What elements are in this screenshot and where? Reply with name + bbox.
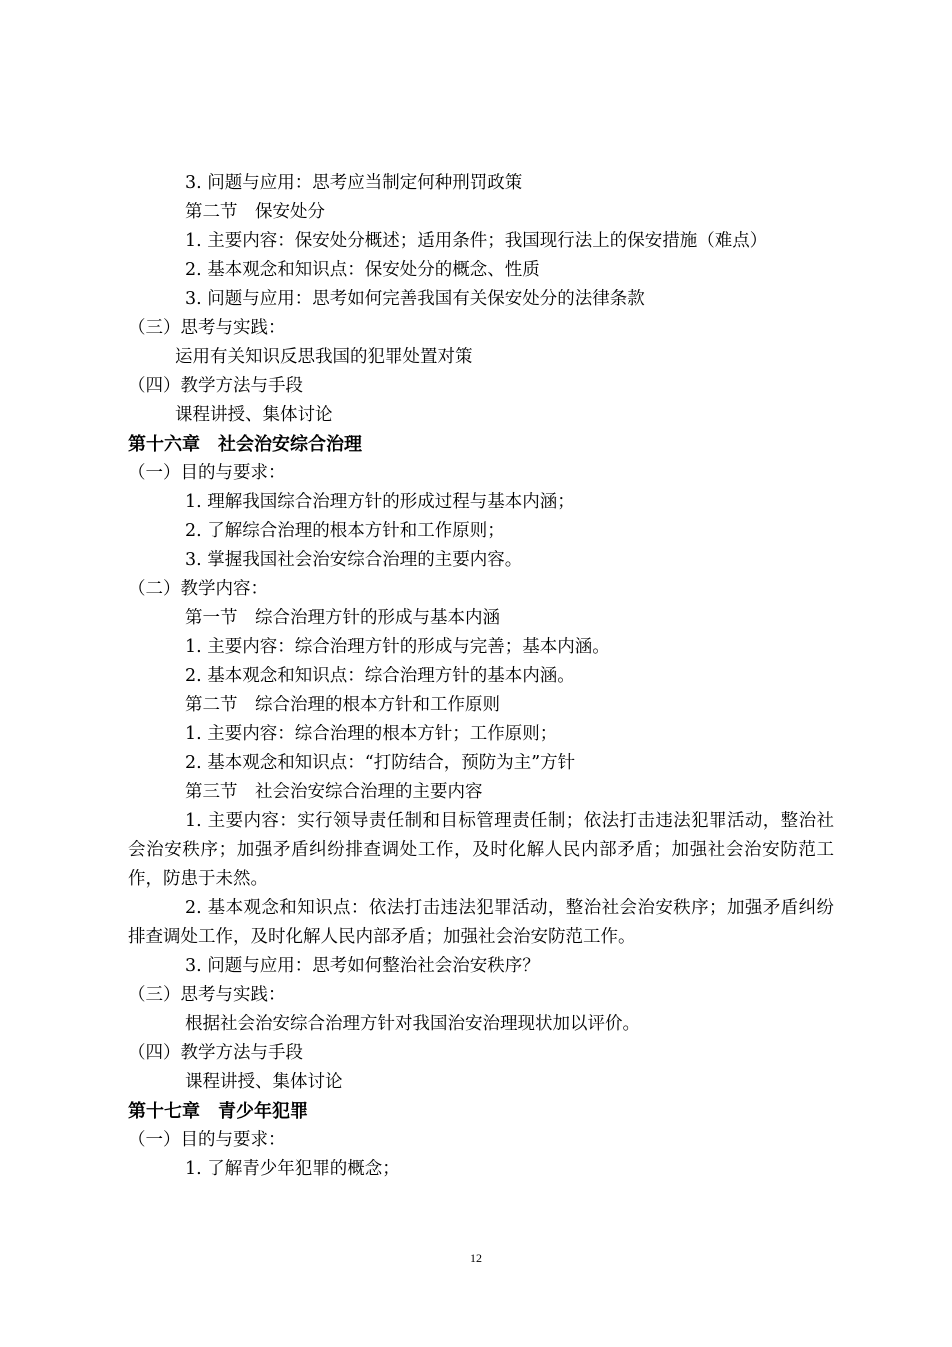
chapter-heading: 第十七章 青少年犯罪 <box>128 1101 308 1122</box>
text-line: 1. 主要内容：保安处分概述；适用条件；我国现行法上的保安措施（难点） <box>185 231 768 251</box>
subsection-heading: （一）目的与要求： <box>128 1130 286 1150</box>
subsection-heading: （一）目的与要求： <box>128 463 286 483</box>
text-line: 2. 基本观念和知识点：保安处分的概念、性质 <box>185 260 540 280</box>
text-line: 1. 理解我国综合治理方针的形成过程与基本内涵； <box>185 492 575 512</box>
text-paragraph: 1. 主要内容：实行领导责任制和目标管理责任制；依法打击违法犯罪活动，整治社会治安秩序；加强矛盾纠纷排查调处工作，及时化解人民内部矛盾；加强社会治安防范工作，防患于未然。 <box>128 811 834 889</box>
text-line: 2. 基本观念和知识点：综合治理方针的基本内涵。 <box>185 666 575 686</box>
text-paragraph: 2. 基本观念和知识点：依法打击违法犯罪活动，整治社会治安秩序；加强矛盾纠纷排查调处工作，及时化解人民内部矛盾；加强社会治安防范工作。 <box>128 898 834 947</box>
text-line: 课程讲授、集体讨论 <box>175 405 333 425</box>
text-line: 2. 基本观念和知识点：“打防结合，预防为主”方针 <box>185 753 576 773</box>
subsection-heading: （四）教学方法与手段 <box>128 1043 303 1063</box>
section-heading: 第三节 社会治安综合治理的主要内容 <box>185 782 483 802</box>
section-heading: 第二节 保安处分 <box>185 202 325 222</box>
subsection-heading: （二）教学内容： <box>128 579 268 599</box>
text-line: 根据社会治安综合治理方针对我国治安治理现状加以评价。 <box>185 1014 640 1034</box>
subsection-heading: （四）教学方法与手段 <box>128 376 303 396</box>
text-line: 运用有关知识反思我国的犯罪处置对策 <box>175 347 473 367</box>
page-number: 12 <box>470 1251 482 1265</box>
chapter-heading: 第十六章 社会治安综合治理 <box>128 434 362 455</box>
subsection-heading: （三）思考与实践： <box>128 985 286 1005</box>
text-line: 1. 主要内容：综合治理方针的形成与完善；基本内涵。 <box>185 637 610 657</box>
subsection-heading: （三）思考与实践： <box>128 318 286 338</box>
text-line: 3. 掌握我国社会治安综合治理的主要内容。 <box>185 550 523 570</box>
text-line: 1. 主要内容：综合治理的根本方针；工作原则； <box>185 724 558 744</box>
section-heading: 第一节 综合治理方针的形成与基本内涵 <box>185 608 500 628</box>
text-line: 3. 问题与应用：思考如何整治社会治安秩序？ <box>185 956 540 976</box>
text-line: 3. 问题与应用：思考应当制定何种刑罚政策 <box>185 173 523 193</box>
text-line: 课程讲授、集体讨论 <box>185 1072 343 1092</box>
text-line: 3. 问题与应用：思考如何完善我国有关保安处分的法律条款 <box>185 289 645 309</box>
text-line: 1. 了解青少年犯罪的概念； <box>185 1159 400 1179</box>
section-heading: 第二节 综合治理的根本方针和工作原则 <box>185 695 500 715</box>
text-line: 2. 了解综合治理的根本方针和工作原则； <box>185 521 505 541</box>
